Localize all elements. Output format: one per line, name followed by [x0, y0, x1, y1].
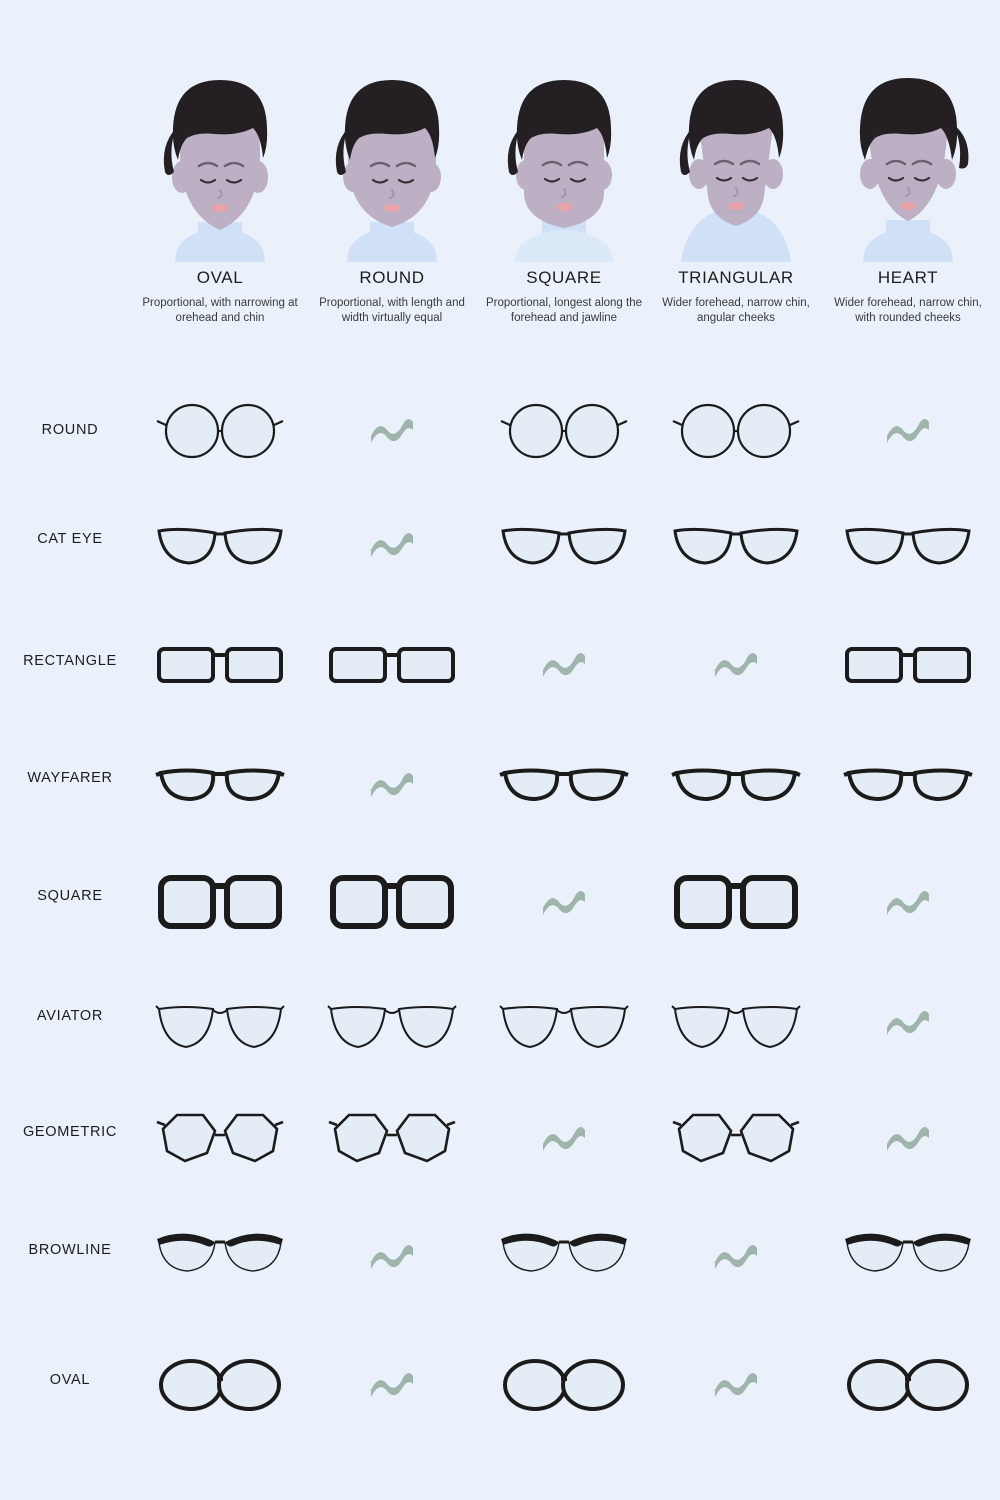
- cell-round-heart: [823, 386, 993, 476]
- face-title-square: SQUARE: [526, 268, 602, 287]
- squiggle-icon: [367, 1242, 417, 1272]
- face-title-round: ROUND: [359, 268, 425, 287]
- cell-browline-oval: [135, 1212, 305, 1302]
- cell-cat-eye-oval: [135, 500, 305, 590]
- cell-cat-eye-round: [307, 500, 477, 590]
- cell-square-heart: [823, 858, 993, 948]
- squiggle-icon: [539, 650, 589, 680]
- face-illustration-oval: [135, 62, 305, 262]
- cell-aviator-heart: [823, 978, 993, 1068]
- cell-wayfarer-oval: [135, 740, 305, 830]
- cell-wayfarer-square: [479, 740, 649, 830]
- row-label-round: ROUND: [41, 422, 99, 438]
- cell-round-oval: [135, 386, 305, 476]
- squiggle-icon: [883, 1124, 933, 1154]
- cell-square-round: [307, 858, 477, 948]
- cell-browline-square: [479, 1212, 649, 1302]
- cell-square-triangular: [651, 858, 821, 948]
- row-label-cat-eye: CAT EYE: [37, 531, 103, 547]
- face-illustration-triangular: [651, 62, 821, 262]
- row-label-rectangle: RECTANGLE: [23, 653, 117, 669]
- row-label-aviator: AVIATOR: [36, 1008, 104, 1024]
- squiggle-icon: [539, 1124, 589, 1154]
- cell-geometric-triangular: [651, 1094, 821, 1184]
- cell-geometric-oval: [135, 1094, 305, 1184]
- cell-oval-triangular: [651, 1340, 821, 1430]
- squiggle-icon: [711, 650, 761, 680]
- face-title-oval: OVAL: [196, 268, 244, 287]
- face-column-round: [307, 62, 477, 326]
- row-label-wayfarer: WAYFARER: [27, 770, 113, 786]
- cell-wayfarer-triangular: [651, 740, 821, 830]
- cell-rectangle-heart: [823, 620, 993, 710]
- cell-aviator-square: [479, 978, 649, 1068]
- cell-square-oval: [135, 858, 305, 948]
- cell-oval-round: [307, 1340, 477, 1430]
- cell-wayfarer-heart: [823, 740, 993, 830]
- cell-rectangle-round: [307, 620, 477, 710]
- cell-aviator-round: [307, 978, 477, 1068]
- cell-cat-eye-square: [479, 500, 649, 590]
- face-desc-round: Proportional, with length and width virtually equal: [319, 297, 465, 324]
- face-desc-heart: Wider forehead, narrow chin, with rounded cheeks: [834, 297, 982, 324]
- squiggle-icon: [367, 530, 417, 560]
- cell-aviator-oval: [135, 978, 305, 1068]
- face-illustration-heart: [823, 62, 993, 262]
- face-column-heart: [823, 62, 993, 326]
- cell-geometric-heart: [823, 1094, 993, 1184]
- squiggle-icon: [711, 1242, 761, 1272]
- squiggle-icon: [883, 888, 933, 918]
- face-column-square: [479, 62, 649, 326]
- cell-cat-eye-triangular: [651, 500, 821, 590]
- cell-rectangle-triangular: [651, 620, 821, 710]
- cell-rectangle-square: [479, 620, 649, 710]
- cell-oval-oval: [135, 1340, 305, 1430]
- row-label-browline: BROWLINE: [28, 1242, 112, 1258]
- face-column-oval: [135, 62, 305, 326]
- cell-rectangle-oval: [135, 620, 305, 710]
- cell-geometric-square: [479, 1094, 649, 1184]
- squiggle-icon: [883, 1008, 933, 1038]
- face-illustration-square: [479, 62, 649, 262]
- face-desc-triangular: Wider forehead, narrow chin, angular cheeks: [662, 297, 810, 324]
- face-desc-oval: Proportional, with narrowing at orehead and chin: [142, 297, 298, 324]
- row-label-square: SQUARE: [37, 888, 103, 904]
- cell-browline-triangular: [651, 1212, 821, 1302]
- cell-round-triangular: [651, 386, 821, 476]
- cell-round-square: [479, 386, 649, 476]
- squiggle-icon: [367, 1370, 417, 1400]
- cell-square-square: [479, 858, 649, 948]
- row-label-oval: OVAL: [49, 1372, 91, 1388]
- cell-browline-round: [307, 1212, 477, 1302]
- cell-geometric-round: [307, 1094, 477, 1184]
- cell-oval-square: [479, 1340, 649, 1430]
- squiggle-icon: [367, 770, 417, 800]
- cell-cat-eye-heart: [823, 500, 993, 590]
- face-desc-square: Proportional, longest along the forehead and jawline: [486, 297, 642, 324]
- cell-round-round: [307, 386, 477, 476]
- cell-wayfarer-round: [307, 740, 477, 830]
- face-column-triangular: [651, 62, 821, 326]
- row-label-geometric: GEOMETRIC: [22, 1124, 118, 1140]
- cell-browline-heart: [823, 1212, 993, 1302]
- face-title-triangular: TRIANGULAR: [678, 268, 794, 287]
- cell-oval-heart: [823, 1340, 993, 1430]
- squiggle-icon: [367, 416, 417, 446]
- squiggle-icon: [883, 416, 933, 446]
- squiggle-icon: [539, 888, 589, 918]
- face-illustration-round: [307, 62, 477, 262]
- cell-aviator-triangular: [651, 978, 821, 1068]
- face-title-heart: HEART: [877, 268, 939, 287]
- squiggle-icon: [711, 1370, 761, 1400]
